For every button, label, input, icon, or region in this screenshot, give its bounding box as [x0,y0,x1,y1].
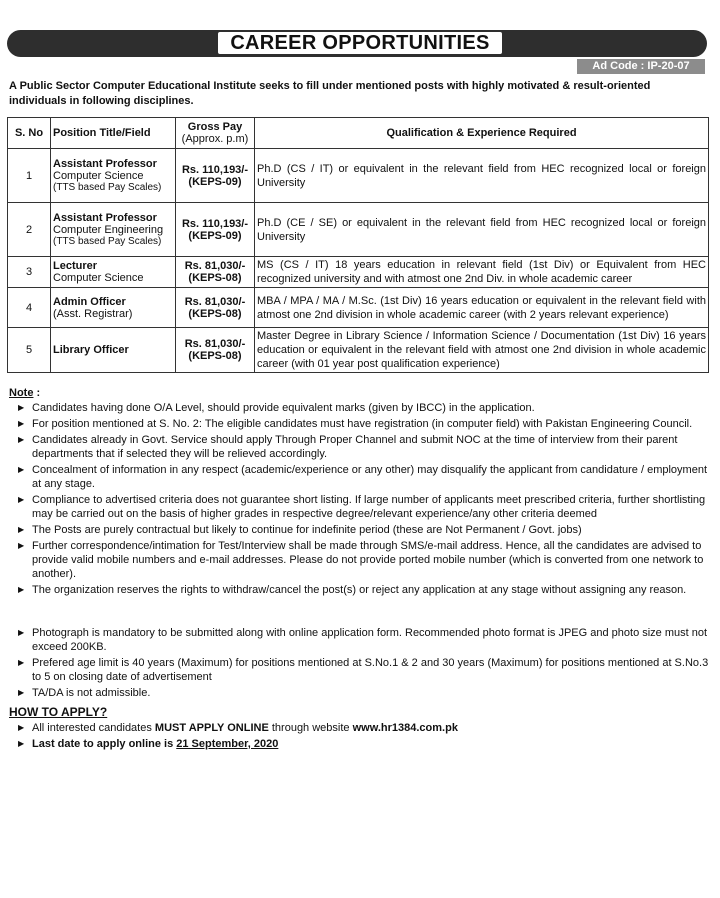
deadline-date: 21 September, 2020 [176,738,279,750]
row-pay [176,203,255,257]
row-position [51,328,176,373]
pay-amount: Rs. 110,193/- [181,163,249,176]
table-header-row [8,118,709,149]
triangle-right-icon: ▶ [18,435,25,444]
position-field: Computer Engineering [53,224,164,236]
pay-amount: Rs. 110,193/- [181,217,249,230]
note-text: Compliance to advertised criteria does not guarantee short listing. If large number of applicants meet prescribed criteria, further shortlisting may be carried out on the basis of higher grades in respective degree/relevant experience/any other criteria deemed [32,494,706,520]
triangle-right-icon: ▶ [18,495,25,504]
intro-text: A Public Sector Computer Educational Institute seeks to fill under mentioned posts with highly motivated & result-oriented individuals in following disciplines. [9,80,651,107]
table-row [8,288,709,328]
position-title: Library Officer [53,344,129,356]
pay-scale: (KEPS-09) [188,229,242,242]
deadline-text: Last date to apply online is [32,738,177,750]
list-item [18,417,710,431]
note-text: TA/DA is not admissible. [32,687,151,699]
positions-table [7,117,709,373]
pay-scale: (KEPS-09) [188,175,242,188]
note-text: Candidates having done O/A Level, should provide equivalent marks (given by IBCC) in the application. [32,402,535,414]
list-item [18,626,710,654]
triangle-right-icon: ▶ [18,628,25,637]
note-text: Prefered age limit is 40 years (Maximum) for positions mentioned at S.No.1 & 2 and 30 years (Maximum) for positions mentioned at S.No.3 to 5 on closing date of advertisement [32,657,709,683]
list-item [18,523,710,537]
header-pay-line2: (Approx. p.m) [181,133,249,145]
triangle-right-icon: ▶ [18,403,25,412]
triangle-right-icon: ▶ [18,465,25,474]
qualification-text: Master Degree in Library Science / Information Science / Documentation (1st Div) 16 years education or equivalent in the relevant field with atmost one 2nd division in whole academic career (with 01 year post qualification experience) [257,330,706,370]
row-sno: 1 [8,149,51,203]
row-position [51,257,176,288]
row-qualification [255,288,709,328]
header-gross-pay [176,118,255,149]
notes-list-2 [18,626,710,702]
list-item [18,433,710,461]
row-pay [176,257,255,288]
note-text: For position mentioned at S. No. 2: The eligible candidates must have registration (in computer field) with Pakistan Engineering Council. [32,418,693,430]
position-title: Assistant Professor [53,212,157,224]
qualification-text: MS (CS / IT) 18 years education in relevant field (1st Div) or Equivalent from HEC recognized university and with atmost one 2nd Div. in whole academic career [257,259,706,285]
pay-amount: Rs. 81,030/- [184,295,246,308]
qualification-text: Ph.D (CE / SE) or equivalent in the relevant field from HEC recognized local or foreign University [257,216,706,243]
page-title: CAREER OPPORTUNITIES [218,32,501,54]
list-item [18,737,710,751]
position-title: Assistant Professor [53,158,157,170]
position-field: Computer Science [53,170,144,182]
note-colon: : [33,387,41,399]
note-label: Note [9,387,34,399]
website-link[interactable]: www.hr1384.com.pk [352,722,458,734]
position-note: (TTS based Pay Scales) [53,236,162,247]
apply-emphasis: MUST APPLY ONLINE [154,722,269,734]
note-text: Concealment of information in any respect (academic/experience or any other) may disqualify the applicant from candidature / employment at any stage. [32,464,708,490]
row-sno: 4 [8,288,51,328]
note-text: The organization reserves the rights to withdraw/cancel the post(s) or reject any application at any stage without assigning any reason. [32,584,687,596]
apply-text: All interested candidates [32,722,155,734]
triangle-right-icon: ▶ [18,739,25,748]
note-text: Photograph is mandatory to be submitted along with online application form. Recommended photo format is JPEG and photo size must not exceed 200KB. [32,627,708,653]
page-title-wrap [0,30,720,57]
note-text: The Posts are purely contractual but likely to continue for indefinite period (these are Not Permanent / Govt. jobs) [32,524,582,536]
position-title: Admin Officer [53,295,126,308]
row-pay [176,149,255,203]
pay-amount: Rs. 81,030/- [184,260,246,272]
apply-text-mid: through website [268,722,353,734]
header-position: Position Title/Field [51,118,176,149]
note-text: Candidates already in Govt. Service should apply Through Proper Channel and submit NOC at the time of interview from their parent departments that if selected they will be relieved accordingly. [32,434,678,460]
header-pay-line1: Gross Pay [187,121,243,133]
header-sno: S. No [8,118,51,149]
triangle-right-icon: ▶ [18,688,25,697]
triangle-right-icon: ▶ [18,585,25,594]
position-field: Computer Science [53,272,144,284]
row-sno: 5 [8,328,51,373]
position-title: Lecturer [53,260,98,272]
note-text: Further correspondence/intimation for Test/Interview shall be made through SMS/e-mail address. Hence, all the candidates are advised to provide valid mobile numbers and e-mail addresses. Please do not provide ported mobile number (which is converted from one network to another). [32,540,704,580]
list-item [18,656,710,684]
list-item [18,721,710,735]
row-qualification [255,257,709,288]
row-qualification [255,203,709,257]
triangle-right-icon: ▶ [18,658,25,667]
row-sno: 3 [8,257,51,288]
notes-list [18,401,710,599]
triangle-right-icon: ▶ [18,723,25,732]
list-item [18,493,710,521]
note-heading [9,387,40,399]
triangle-right-icon: ▶ [18,419,25,428]
list-item [18,583,710,597]
table-row [8,203,709,257]
pay-scale: (KEPS-08) [188,272,242,284]
header-qualification: Qualification & Experience Required [255,118,709,149]
list-item [18,539,710,581]
row-position [51,203,176,257]
table-row [8,149,709,203]
row-position [51,288,176,328]
list-item [18,686,710,700]
triangle-right-icon: ▶ [18,525,25,534]
row-qualification [255,149,709,203]
how-to-apply-heading: HOW TO APPLY? [9,705,108,719]
row-sno: 2 [8,203,51,257]
ad-code-badge: Ad Code : IP-20-07 [577,59,705,74]
triangle-right-icon: ▶ [18,541,25,550]
how-to-apply-list [18,721,710,753]
list-item [18,401,710,415]
row-qualification [255,328,709,373]
list-item [18,463,710,491]
pay-scale: (KEPS-08) [188,350,242,362]
row-position [51,149,176,203]
position-field: (Asst. Registrar) [53,307,133,320]
position-note: (TTS based Pay Scales) [53,182,162,193]
row-pay [176,328,255,373]
table-row [8,257,709,288]
pay-amount: Rs. 81,030/- [184,338,246,350]
table-row [8,328,709,373]
pay-scale: (KEPS-08) [188,307,242,320]
qualification-text: MBA / MPA / MA / M.Sc. (1st Div) 16 years education or equivalent in the relevant field with atmost one 2nd division in whole academic career (with 2 years relevant experience) [257,294,706,321]
row-pay [176,288,255,328]
qualification-text: Ph.D (CS / IT) or equivalent in the relevant field from HEC recognized local or foreign University [257,162,706,189]
